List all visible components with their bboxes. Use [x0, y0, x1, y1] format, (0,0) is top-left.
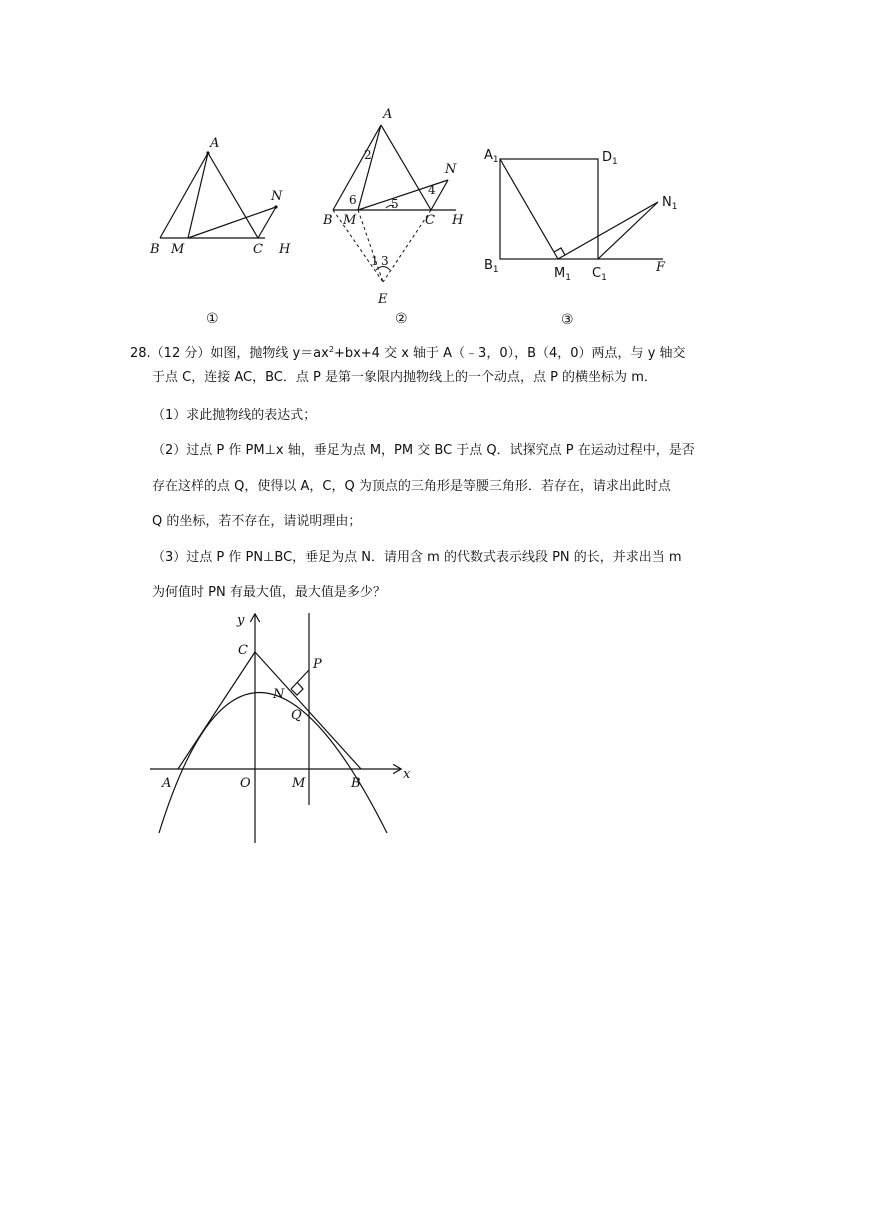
segment-cn	[258, 207, 276, 238]
figure-2	[318, 100, 478, 330]
question-part-2-line-2: 存在这样的点 Q，使得以 A，C，Q 为顶点的三角形是等腰三角形．若存在，请求出此时点	[152, 479, 671, 494]
label-y: y	[237, 613, 245, 628]
label-c1: C	[592, 266, 602, 281]
segment-am	[358, 125, 381, 210]
label-a1: A	[484, 148, 493, 163]
angle-4: 4	[428, 183, 436, 197]
segment-ac	[178, 652, 255, 769]
segment-mn	[188, 207, 276, 238]
segment-a1m1	[500, 159, 558, 259]
parabola-curve	[159, 693, 387, 834]
parabola-graph	[145, 605, 425, 850]
angle-6: 6	[349, 193, 357, 207]
figure-3	[478, 135, 698, 330]
question-part-2-line-1: （2）过点 P 作 PM⊥x 轴，垂足为点 M，PM 交 BC 于点 Q．试探究点 P 在运动过程中，是否	[152, 443, 695, 458]
caption-3: ③	[561, 312, 574, 328]
svg-text:M1: $M_1$	[554, 266, 571, 283]
caption-2: ②	[395, 311, 408, 327]
label-o: O	[240, 776, 251, 791]
side-ab	[333, 125, 381, 210]
svg-text:N1: $N_1$	[662, 195, 678, 212]
label-a: A	[383, 107, 393, 122]
dash-me	[358, 210, 383, 282]
label-b: B	[323, 213, 333, 228]
svg-text:A1: $A_1$	[484, 148, 499, 165]
label-m: M	[343, 213, 357, 228]
angle-1: 1	[371, 254, 379, 268]
label-d1: D	[602, 150, 613, 165]
label-x: x	[403, 767, 411, 782]
label-a: A	[210, 136, 220, 151]
label-n: N	[271, 189, 283, 204]
angle-5: 5	[391, 197, 399, 211]
dash-ce	[383, 210, 431, 282]
segment-m1n1	[558, 202, 658, 259]
svg-text:B1: $B_1$	[484, 258, 499, 275]
segment-bc	[255, 652, 361, 769]
question-line-1: 28.（12 分）如图，抛物线 $y=ax^2+bx+4$ 交 x 轴于 A（﹣3，0），B（4，0）两点，与 y 轴交	[130, 345, 686, 361]
label-h: H	[452, 213, 464, 228]
caption-1: ①	[206, 311, 219, 327]
question-part-1: （1）求此抛物线的表达式；	[152, 408, 317, 423]
question-part-3-line-2: 为何值时 PN 有最大值，最大值是多少？	[152, 585, 386, 600]
side-ac	[381, 125, 431, 210]
question-line-2: 于点 C，连接 AC，BC．点 P 是第一象限内抛物线上的一个动点，点 P 的横坐标为 m．	[152, 370, 657, 385]
label-q: Q	[291, 708, 302, 723]
angle-3: 3	[381, 254, 389, 268]
label-n: N	[273, 687, 285, 702]
label-n: N	[445, 162, 457, 177]
side-ab	[160, 153, 208, 238]
label-b: B	[351, 776, 361, 791]
label-m: M	[292, 776, 306, 791]
dash-be	[333, 210, 383, 282]
label-f: F	[656, 260, 666, 275]
label-e: E	[378, 292, 388, 307]
label-b: B	[150, 242, 160, 257]
label-a: A	[162, 776, 172, 791]
question-part-3-line-1: （3）过点 P 作 PN⊥BC，垂足为点 N．请用含 m 的代数式表示线段 PN 的长，并求出当 m	[152, 550, 682, 565]
label-b1: B	[484, 258, 493, 273]
label-c: C	[253, 242, 263, 257]
label-h: H	[279, 242, 291, 257]
label-m1: M	[554, 266, 566, 281]
svg-text:D1: $D_1$	[602, 150, 618, 167]
segment-am	[188, 153, 208, 238]
label-n1: N	[662, 195, 672, 210]
side-ac	[208, 153, 258, 238]
question-part-2-line-3: Q 的坐标，若不存在，请说明理由；	[152, 514, 362, 529]
label-p: P	[313, 657, 322, 672]
label-c: C	[238, 643, 248, 658]
label-c: C	[425, 213, 435, 228]
svg-text:C1: $C_1$	[592, 266, 607, 283]
figure-1	[140, 130, 310, 330]
label-m: M	[171, 242, 185, 257]
angle-2: 2	[364, 148, 372, 162]
